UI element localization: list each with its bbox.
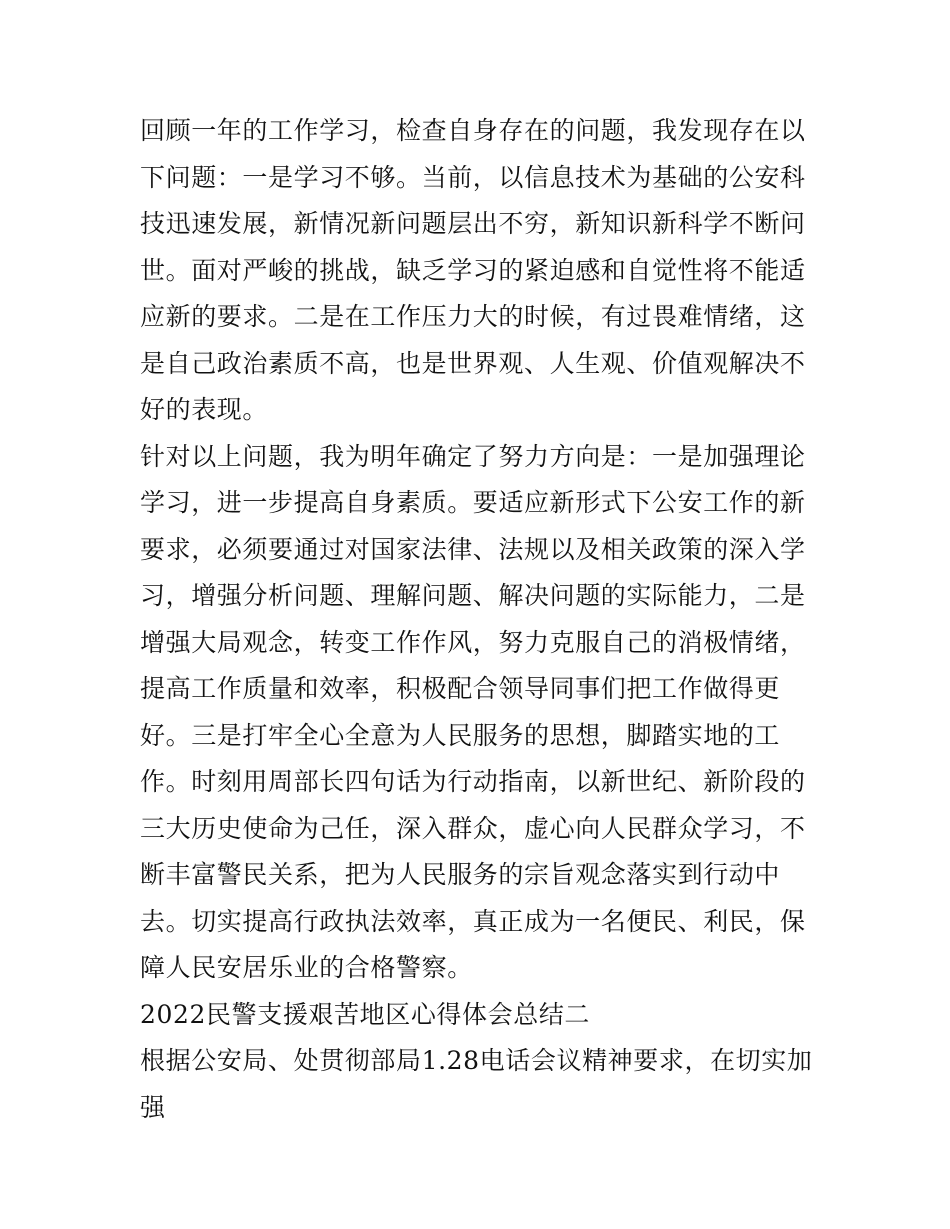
- paragraph-directions: 针对以上问题，我为明年确定了努力方向是：一是加强理论学习，进一步提高自身素质。要适应新形式下公安工作的新要求，必须要通过对国家法律、法规以及相关政策的深入学习，增强分析问题、理解问题、解决问题的实际能力，二是增强大局观念，转变工作作风，努力克服自己的消极情绪，提高工作质量和效率，积极配合领导同事们把工作做得更好。三是打牢全心全意为人民服务的思想，脚踏实地的工作。时刻用周部长四句话为行动指南，以新世纪、新阶段的三大历史使命为己任，深入群众，虚心向人民群众学习，不断丰富警民关系，把为人民服务的宗旨观念落实到行动中去。切实提高行政执法效率，真正成为一名便民、利民，保障人民安居乐业的合格警察。: [140, 441, 806, 982]
- paragraph-continuation: 根据公安局、处贯彻部局1.28电话会议精神要求，在切实加强: [140, 1046, 813, 1122]
- document-body: [140, 108, 820, 1131]
- section-title: 2022民警支援艰苦地区心得体会总结二: [140, 999, 591, 1029]
- paragraph-problems: 回顾一年的工作学习，检查自身存在的问题，我发现存在以下问题：一是学习不够。当前，以信息技术为基础的公安科技迅速发展，新情况新问题层出不穷，新知识新科学不断问世。面对严峻的挑战，缺乏学习的紧迫感和自觉性将不能适应新的要求。二是在工作压力大的时候，有过畏难情绪，这是自己政治素质不高，也是世界观、人生观、价值观解决不好的表现。: [140, 116, 806, 424]
